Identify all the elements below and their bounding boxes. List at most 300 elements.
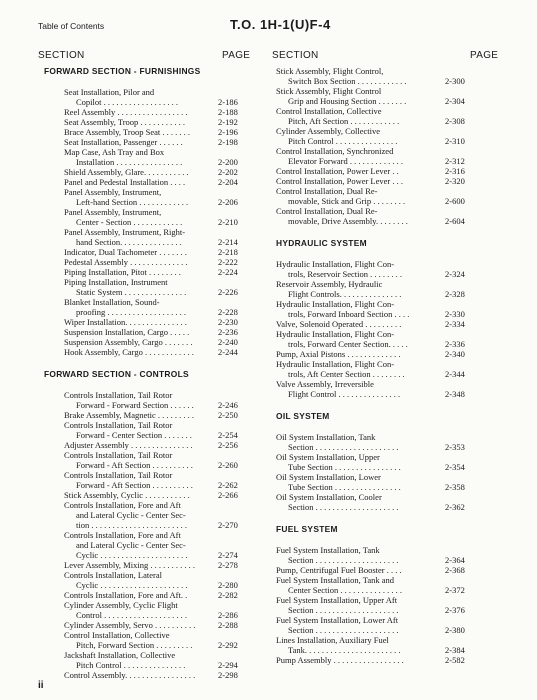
- toc-entry[interactable]: [276, 359, 496, 379]
- toc-entry[interactable]: [276, 575, 496, 595]
- toc-entry-title: [64, 277, 214, 297]
- toc-entry-page: 2-330: [445, 309, 465, 319]
- toc-entry-page: 2-344: [445, 369, 465, 379]
- toc-entry-title: [276, 655, 441, 665]
- toc-entry-title: [276, 66, 441, 86]
- toc-entry[interactable]: [276, 106, 496, 126]
- toc-entry-line: Panel and Pedestal Installation . . . .: [64, 177, 186, 187]
- toc-entry-title: [64, 420, 214, 440]
- toc-entry[interactable]: [276, 279, 496, 299]
- toc-entry-title: [64, 670, 214, 680]
- toc-entry-line: Pitch Control . . . . . . . . . . . . . . .: [76, 660, 186, 670]
- toc-entry-line: Indicator, Dual Tachometer . . . . . . .: [64, 247, 187, 257]
- toc-entry-line: Controls Installation, Lateral: [64, 570, 162, 580]
- toc-entry-page: 2-280: [218, 580, 238, 590]
- toc-entry-title: [64, 177, 214, 187]
- toc-group: [276, 524, 496, 665]
- toc-entry-line: Valve Assembly, Irreversible: [276, 379, 374, 389]
- toc-entry-page: 2-324: [445, 269, 465, 279]
- toc-entry-page: 2-304: [445, 96, 465, 106]
- toc-entry[interactable]: [44, 167, 264, 177]
- toc-entry-line: Flight Control . . . . . . . . . . . . . . .: [288, 389, 401, 399]
- toc-entry-title: [276, 319, 441, 329]
- page-column-heading-right: PAGE: [470, 50, 499, 61]
- toc-entry-line: Map Case, Ash Tray and Box: [64, 147, 165, 157]
- toc-entry-line: Panel Assembly, Instrument,: [64, 187, 162, 197]
- toc-entry-line: Hydraulic Installation, Flight Con-: [276, 329, 395, 339]
- toc-entry-title: [64, 450, 214, 470]
- toc-entry-page: 2-254: [218, 430, 238, 440]
- toc-entry-page: 2-376: [445, 605, 465, 615]
- toc-entry-line: Hydraulic Installation, Flight Con-: [276, 299, 395, 309]
- toc-entry-page: 2-222: [218, 257, 238, 267]
- toc-entry[interactable]: [276, 146, 496, 166]
- toc-entry-page: 2-202: [218, 167, 238, 177]
- toc-entry-title: [64, 600, 214, 620]
- toc-entry-page: 2-336: [445, 339, 465, 349]
- toc-entry[interactable]: [276, 66, 496, 86]
- section-column-heading-right: SECTION: [272, 50, 319, 61]
- toc-entry[interactable]: [44, 187, 264, 207]
- toc-entry[interactable]: [44, 500, 264, 530]
- toc-entry-line: Pitch, Forward Section . . . . . . . . .: [76, 640, 193, 650]
- toc-entry-line: Seat Assembly, Troop . . . . . . . . . . .: [64, 117, 186, 127]
- toc-entry-page: 2-262: [218, 480, 238, 490]
- toc-entry[interactable]: [276, 545, 496, 565]
- toc-entry[interactable]: [44, 440, 264, 450]
- toc-entry-line: Forward - Center Section . . . . . . .: [76, 430, 192, 440]
- toc-entry-page: 2-228: [218, 307, 238, 317]
- toc-entry-line: Hydraulic Installation, Flight Con-: [276, 259, 395, 269]
- toc-entry-line: Oil System Installation, Cooler: [276, 492, 382, 502]
- toc-entry-line: and Lateral Cyclic - Center Sec-: [76, 510, 186, 520]
- toc-entry-line: movable, Drive Assembly. . . . . . . .: [288, 216, 408, 226]
- toc-entry-line: Static System . . . . . . . . . . . . . . .: [76, 287, 187, 297]
- toc-entry-line: Section . . . . . . . . . . . . . . . . . . . .: [288, 605, 399, 615]
- toc-entry[interactable]: [276, 166, 496, 176]
- toc-entry-page: 2-260: [218, 460, 238, 470]
- toc-entry-title: [276, 359, 441, 379]
- toc-entry-title: [64, 137, 214, 147]
- toc-entry-line: Seat Installation, Passenger . . . . . .: [64, 137, 183, 147]
- toc-entry-line: Seat Installation, Pilor and: [64, 87, 155, 97]
- toc-entry[interactable]: [44, 410, 264, 420]
- toc-entry-title: [64, 267, 214, 277]
- section-heading: HYDRAULIC SYSTEM: [276, 238, 367, 248]
- toc-entry-line: Pump Assembly . . . . . . . . . . . . . . . . .: [276, 655, 404, 665]
- toc-entry[interactable]: [44, 257, 264, 267]
- toc-entry-title: [64, 337, 214, 347]
- toc-entry-title: [64, 650, 214, 670]
- toc-entry-line: Controls Installation, Tail Rotor: [64, 450, 173, 460]
- toc-entry-line: Installation . . . . . . . . . . . . . . . .: [76, 157, 183, 167]
- toc-entry-title: [64, 530, 214, 560]
- toc-entry[interactable]: [276, 565, 496, 575]
- toc-entry-line: Grip and Housing Section . . . . . . .: [288, 96, 407, 106]
- toc-entry-line: Stick Assembly, Cyclic . . . . . . . . . . .: [64, 490, 190, 500]
- toc-entry-line: hand Section. . . . . . . . . . . . . . .: [76, 237, 182, 247]
- toc-entry-title: [64, 440, 214, 450]
- toc-entry-title: [64, 500, 214, 530]
- toc-entry-page: 2-328: [445, 289, 465, 299]
- toc-entry-line: Elevator Forward . . . . . . . . . . . . .: [288, 156, 403, 166]
- toc-entry-line: Control Installation, Collective: [276, 106, 382, 116]
- toc-entry-page: 2-186: [218, 97, 238, 107]
- toc-entry-line: Controls Installation, Fore and Aft: [64, 500, 181, 510]
- toc-entry-page: 2-198: [218, 137, 238, 147]
- toc-entry-line: Piping Installation, Pitot . . . . . . . .: [64, 267, 181, 277]
- toc-entry-title: [64, 297, 214, 317]
- toc-entry[interactable]: [276, 615, 496, 635]
- toc-entry-line: Forward - Forward Section . . . . . .: [76, 400, 194, 410]
- toc-entry-line: Section . . . . . . . . . . . . . . . . . . . .: [288, 555, 399, 565]
- toc-entry-page: 2-380: [445, 625, 465, 635]
- toc-entry[interactable]: [276, 452, 496, 472]
- toc-entry-line: Wiper Installation. . . . . . . . . . . . . . .: [64, 317, 187, 327]
- toc-entry-title: [64, 317, 214, 327]
- toc-entry-page: 2-300: [445, 76, 465, 86]
- toc-entry[interactable]: [44, 560, 264, 570]
- toc-entry-line: Brace Assembly, Troop Seat . . . . . . .: [64, 127, 191, 137]
- toc-entry-title: [64, 560, 214, 570]
- toc-entry-title: [276, 86, 441, 106]
- toc-entry-page: 2-188: [218, 107, 238, 117]
- toc-entry[interactable]: [44, 137, 264, 147]
- toc-entry-page: 2-286: [218, 610, 238, 620]
- toc-entry-line: Oil System Installation, Lower: [276, 472, 381, 482]
- toc-entry-page: 2-292: [218, 640, 238, 650]
- left-toc-column: [44, 66, 264, 680]
- toc-entry-line: Shield Assembly, Glare. . . . . . . . . . .: [64, 167, 189, 177]
- group-spacer: [44, 357, 264, 369]
- toc-entry-line: Oil System Installation, Tank: [276, 432, 376, 442]
- toc-entry-page: 2-368: [445, 565, 465, 575]
- toc-entry-line: Stick Assembly, Flight Control: [276, 86, 382, 96]
- toc-entry-title: [64, 127, 214, 137]
- toc-entry-page: 2-354: [445, 462, 465, 472]
- toc-entry-page: 2-200: [218, 157, 238, 167]
- toc-entry-page: 2-278: [218, 560, 238, 570]
- toc-entry-page: 2-224: [218, 267, 238, 277]
- toc-entry[interactable]: [276, 259, 496, 279]
- toc-entry-line: movable, Stick and Grip . . . . . . . .: [288, 196, 406, 206]
- toc-entry-page: 2-362: [445, 502, 465, 512]
- toc-entry-title: [276, 349, 441, 359]
- toc-entry-page: 2-348: [445, 389, 465, 399]
- section-heading: FORWARD SECTION - FURNISHINGS: [44, 66, 201, 76]
- toc-entry-title: [276, 206, 441, 226]
- toc-entry-line: Cyclic . . . . . . . . . . . . . . . . . . . . .: [76, 550, 188, 560]
- toc-entry-line: Suspension Installation, Cargo . . . . .: [64, 327, 190, 337]
- toc-entry-title: [276, 575, 441, 595]
- toc-entry-line: Switch Box Section . . . . . . . . . . . .: [288, 76, 407, 86]
- toc-entry-page: 2-244: [218, 347, 238, 357]
- toc-entry-page: 2-230: [218, 317, 238, 327]
- toc-entry-line: Control Installation, Synchronized: [276, 146, 394, 156]
- toc-entry-line: Copilot . . . . . . . . . . . . . . . . . .: [76, 97, 179, 107]
- toc-entry-line: Pump, Axial Pistons . . . . . . . . . . . . .: [276, 349, 401, 359]
- toc-entry-line: Hydraulic Installation, Flight Con-: [276, 359, 395, 369]
- toc-entry-line: Adjuster Assembly . . . . . . . . . . . . . . .: [64, 440, 193, 450]
- toc-entry-page: 2-312: [445, 156, 465, 166]
- toc-entry-line: Center Section . . . . . . . . . . . . . . .: [288, 585, 403, 595]
- toc-entry-page: 2-236: [218, 327, 238, 337]
- toc-entry[interactable]: [44, 600, 264, 620]
- toc-entry-title: [64, 410, 214, 420]
- toc-entry[interactable]: [44, 227, 264, 247]
- toc-entry-page: 2-320: [445, 176, 465, 186]
- toc-entry-line: Control Installation, Power Lever . .: [276, 166, 399, 176]
- toc-entry-line: Fuel System Installation, Tank and: [276, 575, 394, 585]
- toc-entry-line: and Lateral Cyclic - Center Sec-: [76, 540, 186, 550]
- toc-entry-line: Flight Controls. . . . . . . . . . . . . . .: [288, 289, 402, 299]
- toc-entry[interactable]: [276, 206, 496, 226]
- toc-entry-page: 2-266: [218, 490, 238, 500]
- toc-entry[interactable]: [44, 127, 264, 137]
- toc-entry[interactable]: [44, 450, 264, 470]
- toc-entry-line: Forward - Aft Section . . . . . . . . . .: [76, 460, 193, 470]
- toc-entry-line: Control Installation, Dual Re-: [276, 186, 378, 196]
- toc-entry-line: Controls Installation, Fore and Aft. .: [64, 590, 188, 600]
- toc-entry-page: 2-600: [445, 196, 465, 206]
- toc-entry-line: tion . . . . . . . . . . . . . . . . . . . . . . .: [76, 520, 187, 530]
- toc-entry-page: 2-210: [218, 217, 238, 227]
- toc-entry-line: Control Installation, Power Lever . . .: [276, 176, 404, 186]
- toc-entry[interactable]: [44, 570, 264, 590]
- toc-entry-page: 2-240: [218, 337, 238, 347]
- toc-entry[interactable]: [44, 620, 264, 630]
- toc-entry-line: Pump, Centrifugal Fuel Booster . . . .: [276, 565, 402, 575]
- toc-entry[interactable]: [276, 329, 496, 349]
- toc-entry-title: [64, 327, 214, 337]
- toc-entry[interactable]: [44, 207, 264, 227]
- toc-entry-title: [276, 299, 441, 319]
- toc-entry-line: Controls Installation, Tail Rotor: [64, 390, 173, 400]
- toc-entry-page: 2-256: [218, 440, 238, 450]
- toc-entry-line: Fuel System Installation, Tank: [276, 545, 380, 555]
- toc-group: [276, 66, 496, 226]
- toc-entry[interactable]: [44, 317, 264, 327]
- toc-entry-title: [276, 615, 441, 635]
- toc-entry-line: Cylinder Assembly, Collective: [276, 126, 381, 136]
- toc-entry-title: [276, 329, 441, 349]
- toc-entry[interactable]: [44, 297, 264, 317]
- toc-entry[interactable]: [276, 126, 496, 146]
- toc-entry-title: [276, 545, 441, 565]
- toc-entry[interactable]: [44, 590, 264, 600]
- toc-group: [44, 369, 264, 680]
- toc-entry[interactable]: [276, 432, 496, 452]
- toc-entry[interactable]: [44, 117, 264, 127]
- toc-entry-line: Piping Installation, Instrument: [64, 277, 168, 287]
- toc-entry-title: [64, 87, 214, 107]
- toc-entry-page: 2-192: [218, 117, 238, 127]
- toc-entry-page: 2-582: [445, 655, 465, 665]
- toc-entry[interactable]: [276, 595, 496, 615]
- toc-entry[interactable]: [44, 247, 264, 257]
- toc-entry-line: Section . . . . . . . . . . . . . . . . . . . .: [288, 442, 399, 452]
- toc-entry[interactable]: [276, 655, 496, 665]
- toc-entry-line: trols, Forward Center Section. . . . .: [288, 339, 408, 349]
- toc-entry[interactable]: [44, 630, 264, 650]
- toc-entry-title: [64, 570, 214, 590]
- toc-group: [44, 66, 264, 357]
- toc-entry-line: Forward - Aft Section . . . . . . . . . .: [76, 480, 193, 490]
- toc-entry-line: Tank. . . . . . . . . . . . . . . . . . . . . . .: [288, 645, 401, 655]
- toc-entry[interactable]: [276, 492, 496, 512]
- toc-entry-page: 2-358: [445, 482, 465, 492]
- toc-entry-line: trols, Aft Center Section . . . . . . . .: [288, 369, 405, 379]
- toc-entry-line: Control Installation, Collective: [64, 630, 170, 640]
- toc-entry[interactable]: [44, 650, 264, 670]
- toc-entry-title: [64, 247, 214, 257]
- toc-entry[interactable]: [44, 327, 264, 337]
- toc-entry[interactable]: [44, 530, 264, 560]
- toc-entry[interactable]: [276, 349, 496, 359]
- toc-entry[interactable]: [276, 472, 496, 492]
- toc-entry[interactable]: [44, 147, 264, 167]
- toc-entry-line: Lines Installation, Auxiliary Fuel: [276, 635, 389, 645]
- group-spacer: [276, 226, 496, 238]
- toc-entry-title: [276, 452, 441, 472]
- toc-entry-page: 2-384: [445, 645, 465, 655]
- toc-entry[interactable]: [44, 177, 264, 187]
- toc-entry[interactable]: [44, 337, 264, 347]
- toc-entry[interactable]: [44, 87, 264, 107]
- toc-entry[interactable]: [44, 670, 264, 680]
- toc-group: [276, 238, 496, 399]
- toc-entry-page: 2-604: [445, 216, 465, 226]
- page-number: ii: [38, 680, 44, 691]
- toc-entry-line: Pitch, Aft Section . . . . . . . . . . . .: [288, 116, 400, 126]
- toc-entry-line: Cylinder Assembly, Cyclic Flight: [64, 600, 178, 610]
- toc-entry[interactable]: [44, 420, 264, 440]
- toc-entry-title: [64, 167, 214, 177]
- toc-entry-title: [276, 126, 441, 146]
- toc-entry-line: Cylinder Assembly, Servo . . . . . . . . . .: [64, 620, 196, 630]
- toc-entry-line: Control . . . . . . . . . . . . . . . . . . . .: [76, 610, 187, 620]
- toc-entry-line: trols, Reservoir Section . . . . . . . .: [288, 269, 403, 279]
- toc-entry-line: Suspension Assembly, Cargo . . . . . . .: [64, 337, 193, 347]
- toc-entry[interactable]: [44, 490, 264, 500]
- toc-entry-page: 2-308: [445, 116, 465, 126]
- toc-entry-line: Panel Assembly, Instrument,: [64, 207, 162, 217]
- toc-entry-title: [64, 207, 214, 227]
- toc-entry-page: 2-270: [218, 520, 238, 530]
- toc-entry-page: 2-274: [218, 550, 238, 560]
- toc-entry-title: [276, 146, 441, 166]
- toc-entry-line: Controls Installation, Fore and Aft: [64, 530, 181, 540]
- running-header-label: Table of Contents: [38, 21, 105, 31]
- toc-entry-page: 2-226: [218, 287, 238, 297]
- toc-entry-title: [64, 117, 214, 127]
- section-heading: OIL SYSTEM: [276, 411, 330, 421]
- right-toc-column: [276, 66, 496, 665]
- toc-entry-line: Left-hand Section . . . . . . . . . . . .: [76, 197, 189, 207]
- section-column-heading-left: SECTION: [38, 50, 85, 61]
- toc-entry-page: 2-310: [445, 136, 465, 146]
- toc-entry-title: [64, 470, 214, 490]
- toc-entry-line: Valve, Solenoid Operated . . . . . . . . .: [276, 319, 402, 329]
- toc-entry-line: Jackshaft Installation, Collective: [64, 650, 176, 660]
- toc-entry-line: Stick Assembly, Flight Control,: [276, 66, 384, 76]
- toc-entry-page: 2-204: [218, 177, 238, 187]
- toc-entry-title: [276, 279, 441, 299]
- toc-entry-line: proofing . . . . . . . . . . . . . . . . . . .: [76, 307, 187, 317]
- toc-entry-title: [64, 390, 214, 410]
- toc-entry-title: [276, 635, 441, 655]
- toc-entry-line: Lever Assembly, Mixing . . . . . . . . . . .: [64, 560, 195, 570]
- toc-entry[interactable]: [276, 319, 496, 329]
- toc-entry-line: Controls Installation, Tail Rotor: [64, 420, 173, 430]
- toc-entry-line: Tube Section . . . . . . . . . . . . . . . .: [288, 482, 401, 492]
- toc-entry-line: Section . . . . . . . . . . . . . . . . . . . .: [288, 502, 399, 512]
- toc-entry-line: Pedestal Assembly . . . . . . . . . . . . . .: [64, 257, 188, 267]
- toc-entry-line: Fuel System Installation, Upper Aft: [276, 595, 398, 605]
- toc-entry-title: [276, 472, 441, 492]
- toc-entry-title: [64, 590, 214, 600]
- toc-entry-page: 2-250: [218, 410, 238, 420]
- toc-entry-page: 2-246: [218, 400, 238, 410]
- toc-entry[interactable]: [276, 635, 496, 655]
- toc-entry-line: Hook Assembly, Cargo . . . . . . . . . . . .: [64, 347, 194, 357]
- toc-entry-page: 2-340: [445, 349, 465, 359]
- toc-entry[interactable]: [44, 107, 264, 117]
- toc-entry[interactable]: [276, 379, 496, 399]
- toc-entry-title: [64, 620, 214, 630]
- toc-entry-page: 2-214: [218, 237, 238, 247]
- toc-entry-page: 2-372: [445, 585, 465, 595]
- toc-entry-line: Control Installation, Dual Re-: [276, 206, 378, 216]
- section-heading: FORWARD SECTION - CONTROLS: [44, 369, 189, 379]
- toc-entry[interactable]: [44, 347, 264, 357]
- toc-entry[interactable]: [44, 277, 264, 297]
- toc-entry[interactable]: [44, 267, 264, 277]
- toc-entry-title: [64, 187, 214, 207]
- toc-entry-page: 2-206: [218, 197, 238, 207]
- toc-entry[interactable]: [276, 186, 496, 206]
- toc-entry-page: 2-316: [445, 166, 465, 176]
- toc-entry[interactable]: [276, 86, 496, 106]
- section-heading: FUEL SYSTEM: [276, 524, 338, 534]
- toc-entry[interactable]: [44, 390, 264, 410]
- toc-entry-page: 2-298: [218, 670, 238, 680]
- toc-entry-title: [276, 186, 441, 206]
- toc-entry-page: 2-288: [218, 620, 238, 630]
- toc-entry-line: Cyclic . . . . . . . . . . . . . . . . . . . . .: [76, 580, 188, 590]
- page-column-heading-left: PAGE: [222, 50, 251, 61]
- toc-entry-line: Panel Assembly, Instrument, Right-: [64, 227, 186, 237]
- toc-entry-title: [276, 595, 441, 615]
- toc-entry-title: [64, 347, 214, 357]
- toc-entry-title: [276, 176, 441, 186]
- toc-entry[interactable]: [276, 299, 496, 319]
- toc-entry[interactable]: [276, 176, 496, 186]
- toc-entry[interactable]: [44, 470, 264, 490]
- toc-entry-page: 2-364: [445, 555, 465, 565]
- toc-entry-title: [64, 490, 214, 500]
- toc-entry-line: trols, Forward Inboard Section . . . .: [288, 309, 410, 319]
- toc-entry-page: 2-353: [445, 442, 465, 452]
- toc-entry-line: Controls Installation, Tail Rotor: [64, 470, 173, 480]
- toc-entry-title: [64, 227, 214, 247]
- toc-entry-title: [276, 106, 441, 126]
- toc-entry-page: 2-282: [218, 590, 238, 600]
- toc-entry-line: Brake Assembly, Magnetic . . . . . . . . .: [64, 410, 194, 420]
- toc-entry-title: [64, 147, 214, 167]
- toc-entry-title: [64, 630, 214, 650]
- toc-entry-line: Reel Assembly . . . . . . . . . . . . . . . . .: [64, 107, 188, 117]
